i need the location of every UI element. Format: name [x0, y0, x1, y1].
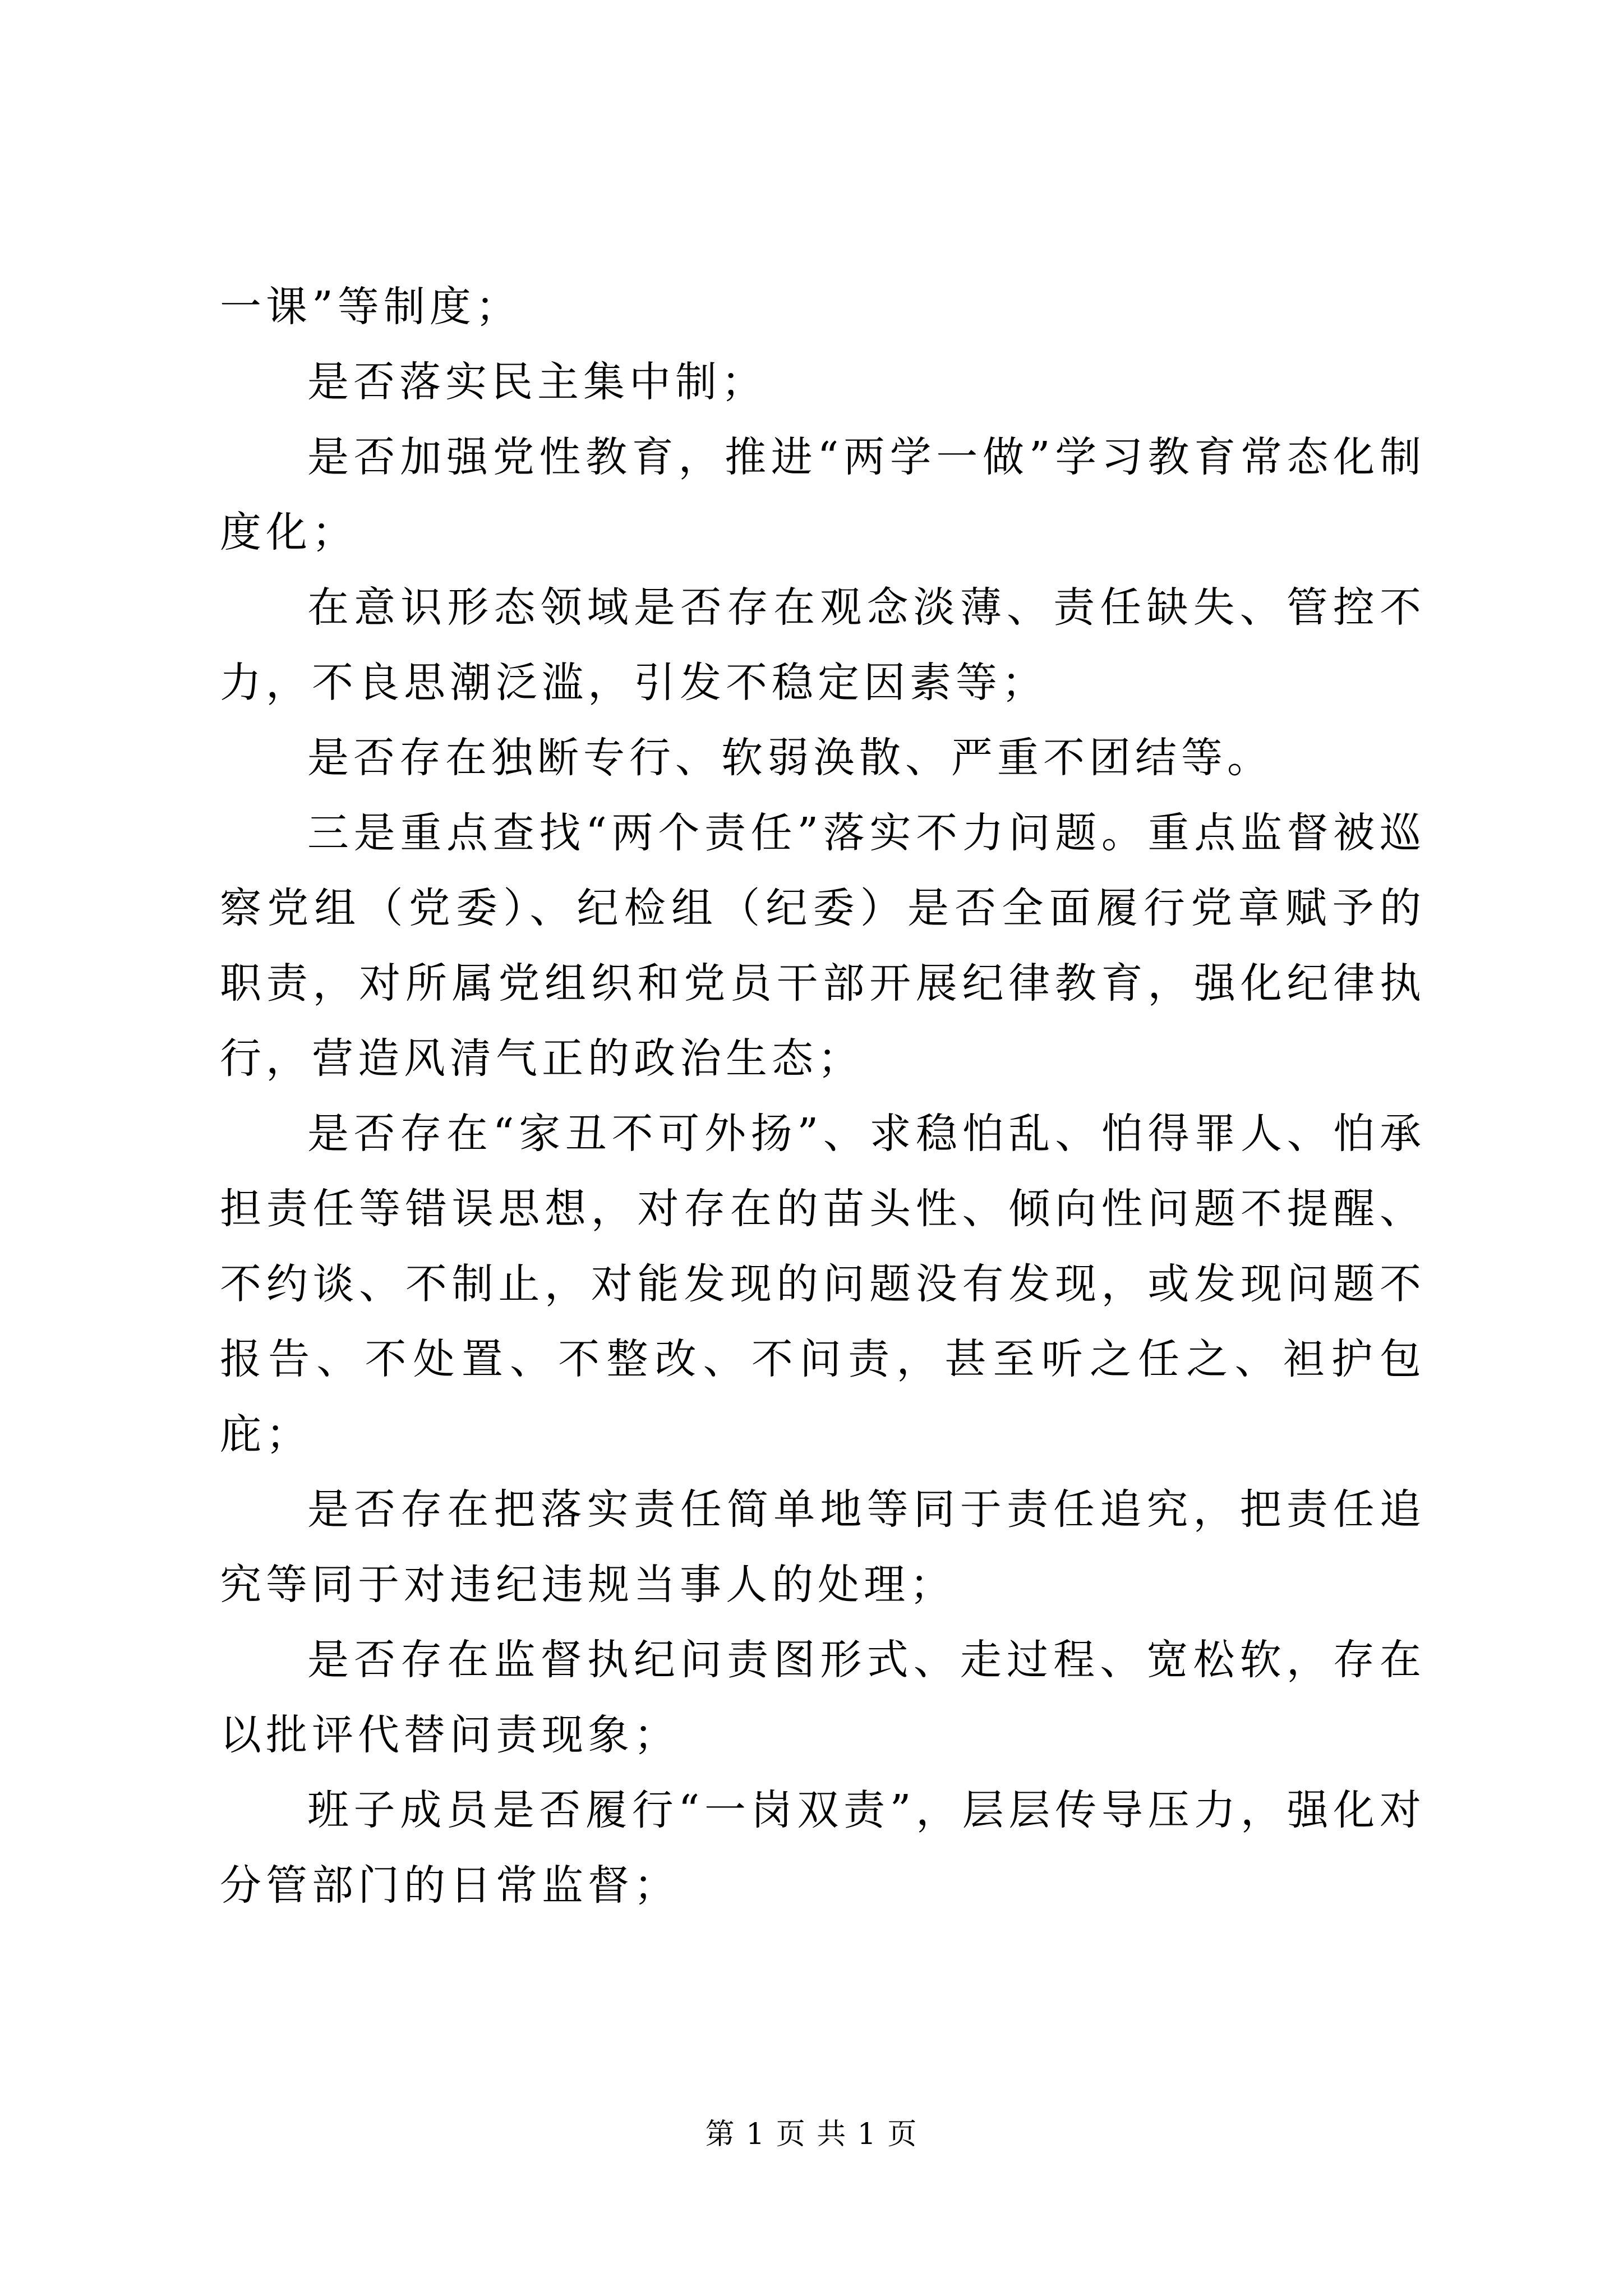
paragraph-8: 是否存在把落实责任简单地等同于责任追究，把责任追究等同于对违纪违规当事人的处理；: [220, 1485, 1426, 1609]
paragraph-6: 三是重点查找“两个责任”落实不力问题。重点监督被巡察党组（党委）、纪检组（纪委）是否全面履行党章赋予的职责，对所属党组织和党员干部开展纪律教育，强化纪律执行，营造风清气正的政治生态；: [220, 809, 1426, 1083]
document-body: [220, 269, 1426, 1923]
paragraph-5: 是否存在独断专行、软弱涣散、严重不团结等。: [307, 734, 1273, 782]
page-footer: 第 1 页 共 1 页: [705, 2118, 918, 2151]
paragraph-2: 是否落实民主集中制；: [307, 358, 767, 406]
paragraph-7: 是否存在“家丑不可外扬”、求稳怕乱、怕得罪人、怕承担责任等错误思想，对存在的苗头性、倾向性问题不提醒、不约谈、不制止，对能发现的问题没有发现，或发现问题不报告、不处置、不整改、不问责，甚至听之任之、袒护包庇；: [220, 1110, 1426, 1458]
paragraph-4: 在意识形态领域是否存在观念淡薄、责任缺失、管控不力，不良思潮泛滥，引发不稳定因素等；: [220, 583, 1426, 707]
paragraph-3: 是否加强党性教育，推进“两学一做”学习教育常态化制度化；: [220, 433, 1426, 556]
paragraph-9: 是否存在监督执纪问责图形式、走过程、宽松软，存在以批评代替问责现象；: [220, 1636, 1426, 1759]
paragraph-10: 班子成员是否履行“一岗双责”，层层传导压力，强化对分管部门的日常监督；: [220, 1786, 1426, 1910]
paragraph-1: 一课”等制度；: [220, 283, 522, 331]
